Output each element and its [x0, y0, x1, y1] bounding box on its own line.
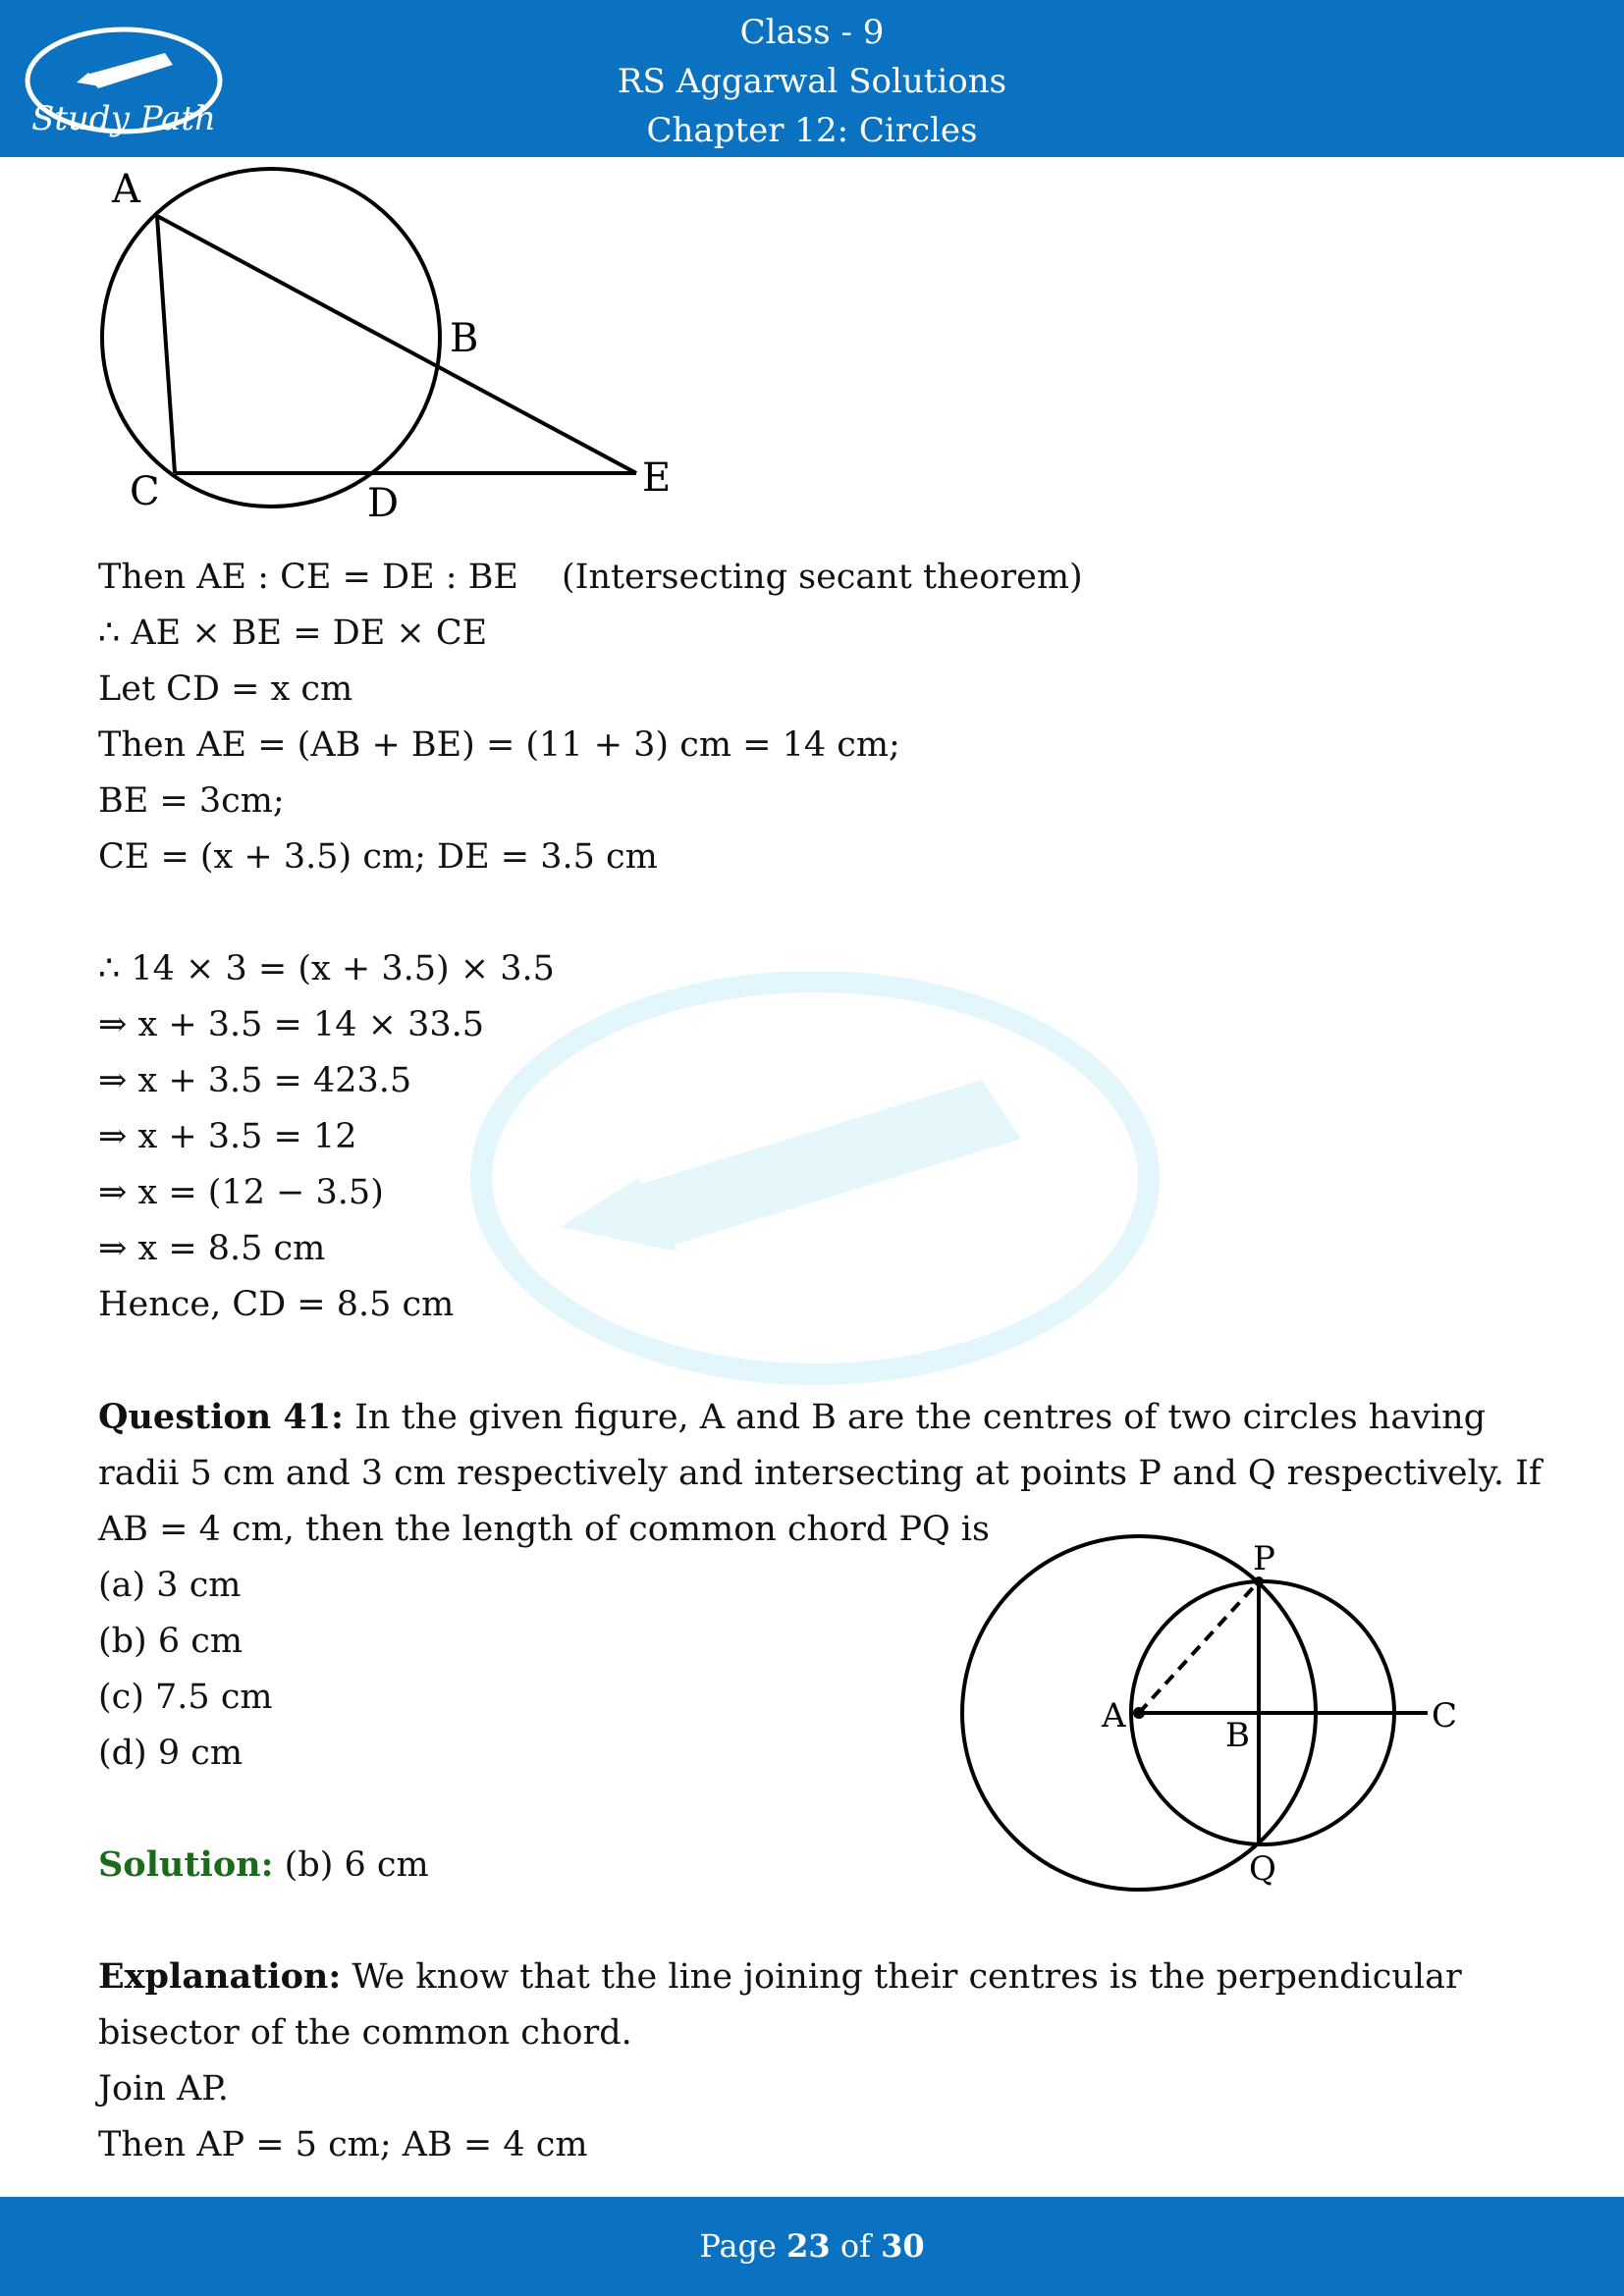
label-c: C — [130, 469, 160, 514]
page-number: 23 — [786, 2227, 831, 2265]
page-total: 30 — [881, 2227, 925, 2265]
page-word: Page — [699, 2227, 777, 2265]
svg-text:Study Path: Study Path — [31, 99, 216, 138]
study-path-logo — [18, 14, 234, 151]
line-6: CE = (x + 3.5) cm; DE = 3.5 cm — [98, 837, 658, 877]
line-7: ∴ 14 × 3 = (x + 3.5) × 3.5 — [98, 949, 555, 988]
line-3: Let CD = x cm — [98, 669, 353, 709]
label-e: E — [642, 455, 672, 501]
explanation-text: We know that the line joining their centres is the perpendicular bisector of the common chord. — [98, 1957, 1462, 2053]
of-word: of — [839, 2227, 871, 2265]
option-c: (c) 7.5 cm — [98, 1678, 273, 1717]
solution-label: Solution: — [98, 1844, 274, 1885]
label-c2: C — [1432, 1696, 1458, 1735]
option-b: (b) 6 cm — [98, 1622, 244, 1661]
explanation-label: Explanation: — [98, 1956, 342, 1997]
line-10: ⇒ x + 3.5 = 12 — [98, 1117, 357, 1156]
label-q: Q — [1249, 1849, 1276, 1889]
line-1: Then AE : CE = DE : BE (Intersecting secant theorem) — [98, 558, 1083, 597]
book-label: RS Aggarwal Solutions — [617, 62, 1007, 101]
label-a2: A — [1102, 1696, 1126, 1735]
question-label: Question 41: — [98, 1397, 344, 1437]
option-a: (a) 3 cm — [98, 1566, 242, 1605]
page-header — [0, 0, 1624, 157]
option-d: (d) 9 cm — [98, 1734, 244, 1773]
watermark-logo — [432, 972, 1198, 1423]
label-b2: B — [1225, 1716, 1250, 1755]
line-11: ⇒ x = (12 − 3.5) — [98, 1173, 384, 1212]
solution-answer: (b) 6 cm — [273, 1845, 429, 1885]
line-4: Then AE = (AB + BE) = (11 + 3) cm = 14 cm; — [98, 725, 900, 765]
label-p: P — [1253, 1539, 1275, 1578]
chapter-label: Chapter 12: Circles — [646, 111, 978, 150]
secant-figure — [94, 159, 683, 524]
question-text: In the given figure, A and B are the centres of two circles having radii 5 cm and 3 cm respectively and intersecting at points P and Q respectively. If AB = 4 cm, then the length of common chord PQ is — [98, 1398, 1542, 1549]
line-12: ⇒ x = 8.5 cm — [98, 1229, 326, 1268]
solution-line — [98, 1843, 429, 1887]
class-label: Class - 9 — [739, 13, 885, 52]
explanation — [98, 1949, 1542, 2061]
explanation-line-1: Join AP. — [98, 2069, 229, 2109]
label-d: D — [367, 481, 400, 524]
line-8: ⇒ x + 3.5 = 14 × 33.5 — [98, 1005, 485, 1044]
line-9: ⇒ x + 3.5 = 423.5 — [98, 1061, 412, 1100]
label-a: A — [112, 167, 140, 212]
line-2: ∴ AE × BE = DE × CE — [98, 614, 488, 653]
label-b: B — [450, 316, 479, 361]
page-footer — [0, 2197, 1624, 2296]
line-5: BE = 3cm; — [98, 781, 285, 821]
two-circles-figure — [943, 1526, 1473, 1899]
line-13: Hence, CD = 8.5 cm — [98, 1285, 455, 1324]
explanation-line-2: Then AP = 5 cm; AB = 4 cm — [98, 2125, 588, 2164]
